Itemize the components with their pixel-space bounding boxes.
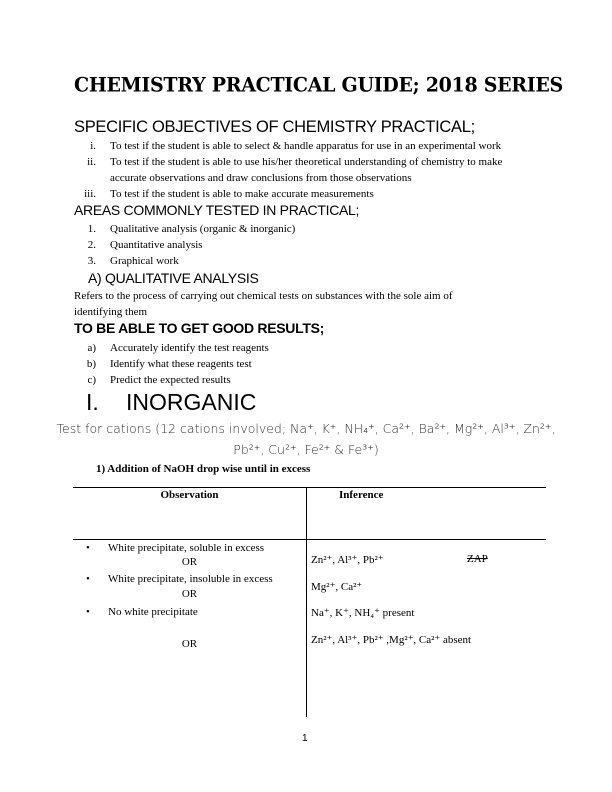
objectives-list [74,138,502,202]
or-label: OR [181,588,198,600]
cations-text [0,418,612,460]
list-item: iii. To test if the student is able to make accurate measurements [84,188,374,200]
areas-list [74,221,295,269]
results-heading: TO BE ABLE TO GET GOOD RESULTS; [74,320,324,336]
qualitative-heading: A) QUALITATIVE ANALYSIS [88,270,259,286]
test-heading: 1) Addition of NaOH drop wise until in excess [96,463,311,475]
cations-line: Pb²⁺, Cu²⁺, Fe²⁺ & Fe³⁺) [233,442,379,457]
inference-item: Zn²⁺, Al³⁺, Pb²⁺ ,Mg²⁺, Ca²⁺ absent [311,634,472,646]
list-item: i. To test if the student is able to select & handle apparatus for use in an experimental work [90,140,502,152]
document-title: CHEMISTRY PRACTICAL GUIDE; 2018 SERIES [74,73,563,97]
inference-item: Zn²⁺, Al³⁺, Pb²⁺ [311,554,384,566]
inference-item: Na⁺, K⁺, NH₄⁺ present [311,607,415,619]
objectives-heading: SPECIFIC OBJECTIVES OF CHEMISTRY PRACTICAL; [74,118,475,136]
header-observation: Observation [160,489,219,501]
paragraph-line: Refers to the process of carrying out chemical tests on substances with the sole aim of [74,290,453,302]
list-item: c) Predict the expected results [87,374,231,386]
qualitative-paragraph [74,288,452,320]
list-item-continued: accurate observations and draw conclusions from those observations [110,172,412,184]
list-item: 1. Qualitative analysis (organic & inorganic) [87,223,296,235]
paragraph-line: identifying them [74,306,148,318]
struck-note: ZAP [467,553,488,565]
list-item: b) Identify what these reagents test [86,358,252,370]
inference-item: Mg²⁺, Ca²⁺ [311,581,363,593]
observation-item: • White precipitate, insoluble in excess [86,573,273,585]
observation-item: • No white precipitate [86,606,198,618]
table-top-border [73,487,546,488]
inorganic-heading: I. INORGANIC [86,389,257,415]
results-list [74,340,269,388]
observation-item: • White precipitate, soluble in excess [86,542,265,554]
or-label: OR [181,638,198,650]
table-column-divider [306,487,307,717]
or-label: OR [181,556,198,568]
table-header-border [73,539,546,540]
list-item: 2. Quantitative analysis [87,239,203,251]
cations-line: Test for cations (12 cations involved; Na⁺, K⁺, NH₄⁺, Ca²⁺, Ba²⁺, Mg²⁺, Al³⁺, Zn²⁺, [56,421,556,436]
list-item: ii. To test if the student is able to use his/her theoretical understanding of chemistry to make [87,156,503,168]
page-number: 1 [302,733,308,744]
areas-heading: AREAS COMMONLY TESTED IN PRACTICAL; [74,202,360,218]
header-inference: Inference [339,489,384,501]
list-item: 3. Graphical work [87,255,179,267]
list-item: a) Accurately identify the test reagents [87,342,269,354]
